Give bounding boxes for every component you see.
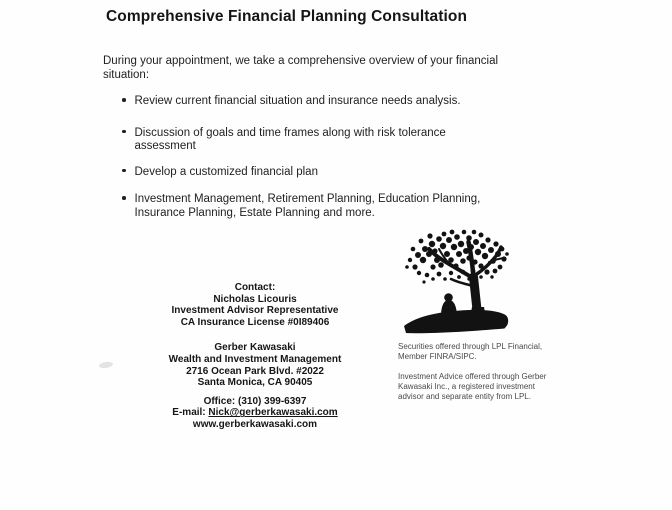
address-line-1: 2716 Ocean Park Blvd. #2022: [186, 365, 324, 377]
bullet-item: [122, 166, 503, 180]
bullet-text: Discussion of goals and time frames along with risk tolerance assessment: [134, 126, 446, 152]
address-line-2: Santa Monica, CA 90405: [197, 377, 313, 389]
phone-email-group: [115, 396, 395, 431]
company-tagline: Wealth and Investment Management: [168, 353, 342, 365]
page-title: Comprehensive Financial Planning Consultation: [106, 8, 468, 25]
bullet-icon: [122, 196, 126, 200]
bullet-icon: [122, 98, 126, 102]
bullet-item: [122, 193, 503, 220]
contact-person-group: [115, 282, 395, 328]
website-url: www.gerberkawasaki.com: [192, 418, 318, 430]
person-silhouette: [441, 293, 457, 316]
office-phone: Office: (310) 399-6397: [203, 395, 307, 407]
disclaimer-block: [398, 342, 560, 412]
bullet-item: [122, 127, 503, 154]
email-address: Nick@gerberkawasaki.com: [208, 407, 338, 419]
bullet-text: Investment Management, Retirement Planning, Education Planning, Insurance Planning, Estate Planning and more.: [134, 193, 481, 219]
disclaimer-investment-advice: Investment Advice offered through Gerber Kawasaki Inc., a registered investment advisor and separate entity from LPL.: [398, 372, 547, 401]
bullet-icon: [122, 130, 126, 134]
tree-with-person-illustration: [399, 227, 512, 338]
company-name: Gerber Kawasaki: [214, 342, 296, 354]
bullet-text: Review current financial situation and insurance needs analysis.: [134, 95, 461, 107]
email-label: E-mail:: [172, 407, 209, 419]
intro-paragraph: During your appointment, we take a comprehensive overview of your financial situation:: [103, 55, 499, 81]
contact-heading: Contact:: [234, 282, 276, 293]
scan-artifact: [99, 361, 114, 369]
bullet-icon: [122, 169, 126, 173]
contact-block: [115, 282, 395, 431]
bullet-text: Develop a customized financial plan: [134, 165, 318, 178]
advisor-name: Nicholas Licouris: [213, 293, 297, 305]
insurance-license: CA Insurance License #0I89406: [180, 316, 330, 328]
disclaimer-securities: Securities offered through LPL Financial, Member FINRA/SIPC.: [398, 342, 543, 361]
email-line: [115, 407, 395, 419]
bullet-list: [122, 95, 503, 220]
leaf-canopy: [405, 230, 509, 284]
company-group: [115, 342, 395, 388]
bullet-item: [122, 95, 503, 109]
advisor-role: Investment Advisor Representative: [171, 305, 339, 317]
